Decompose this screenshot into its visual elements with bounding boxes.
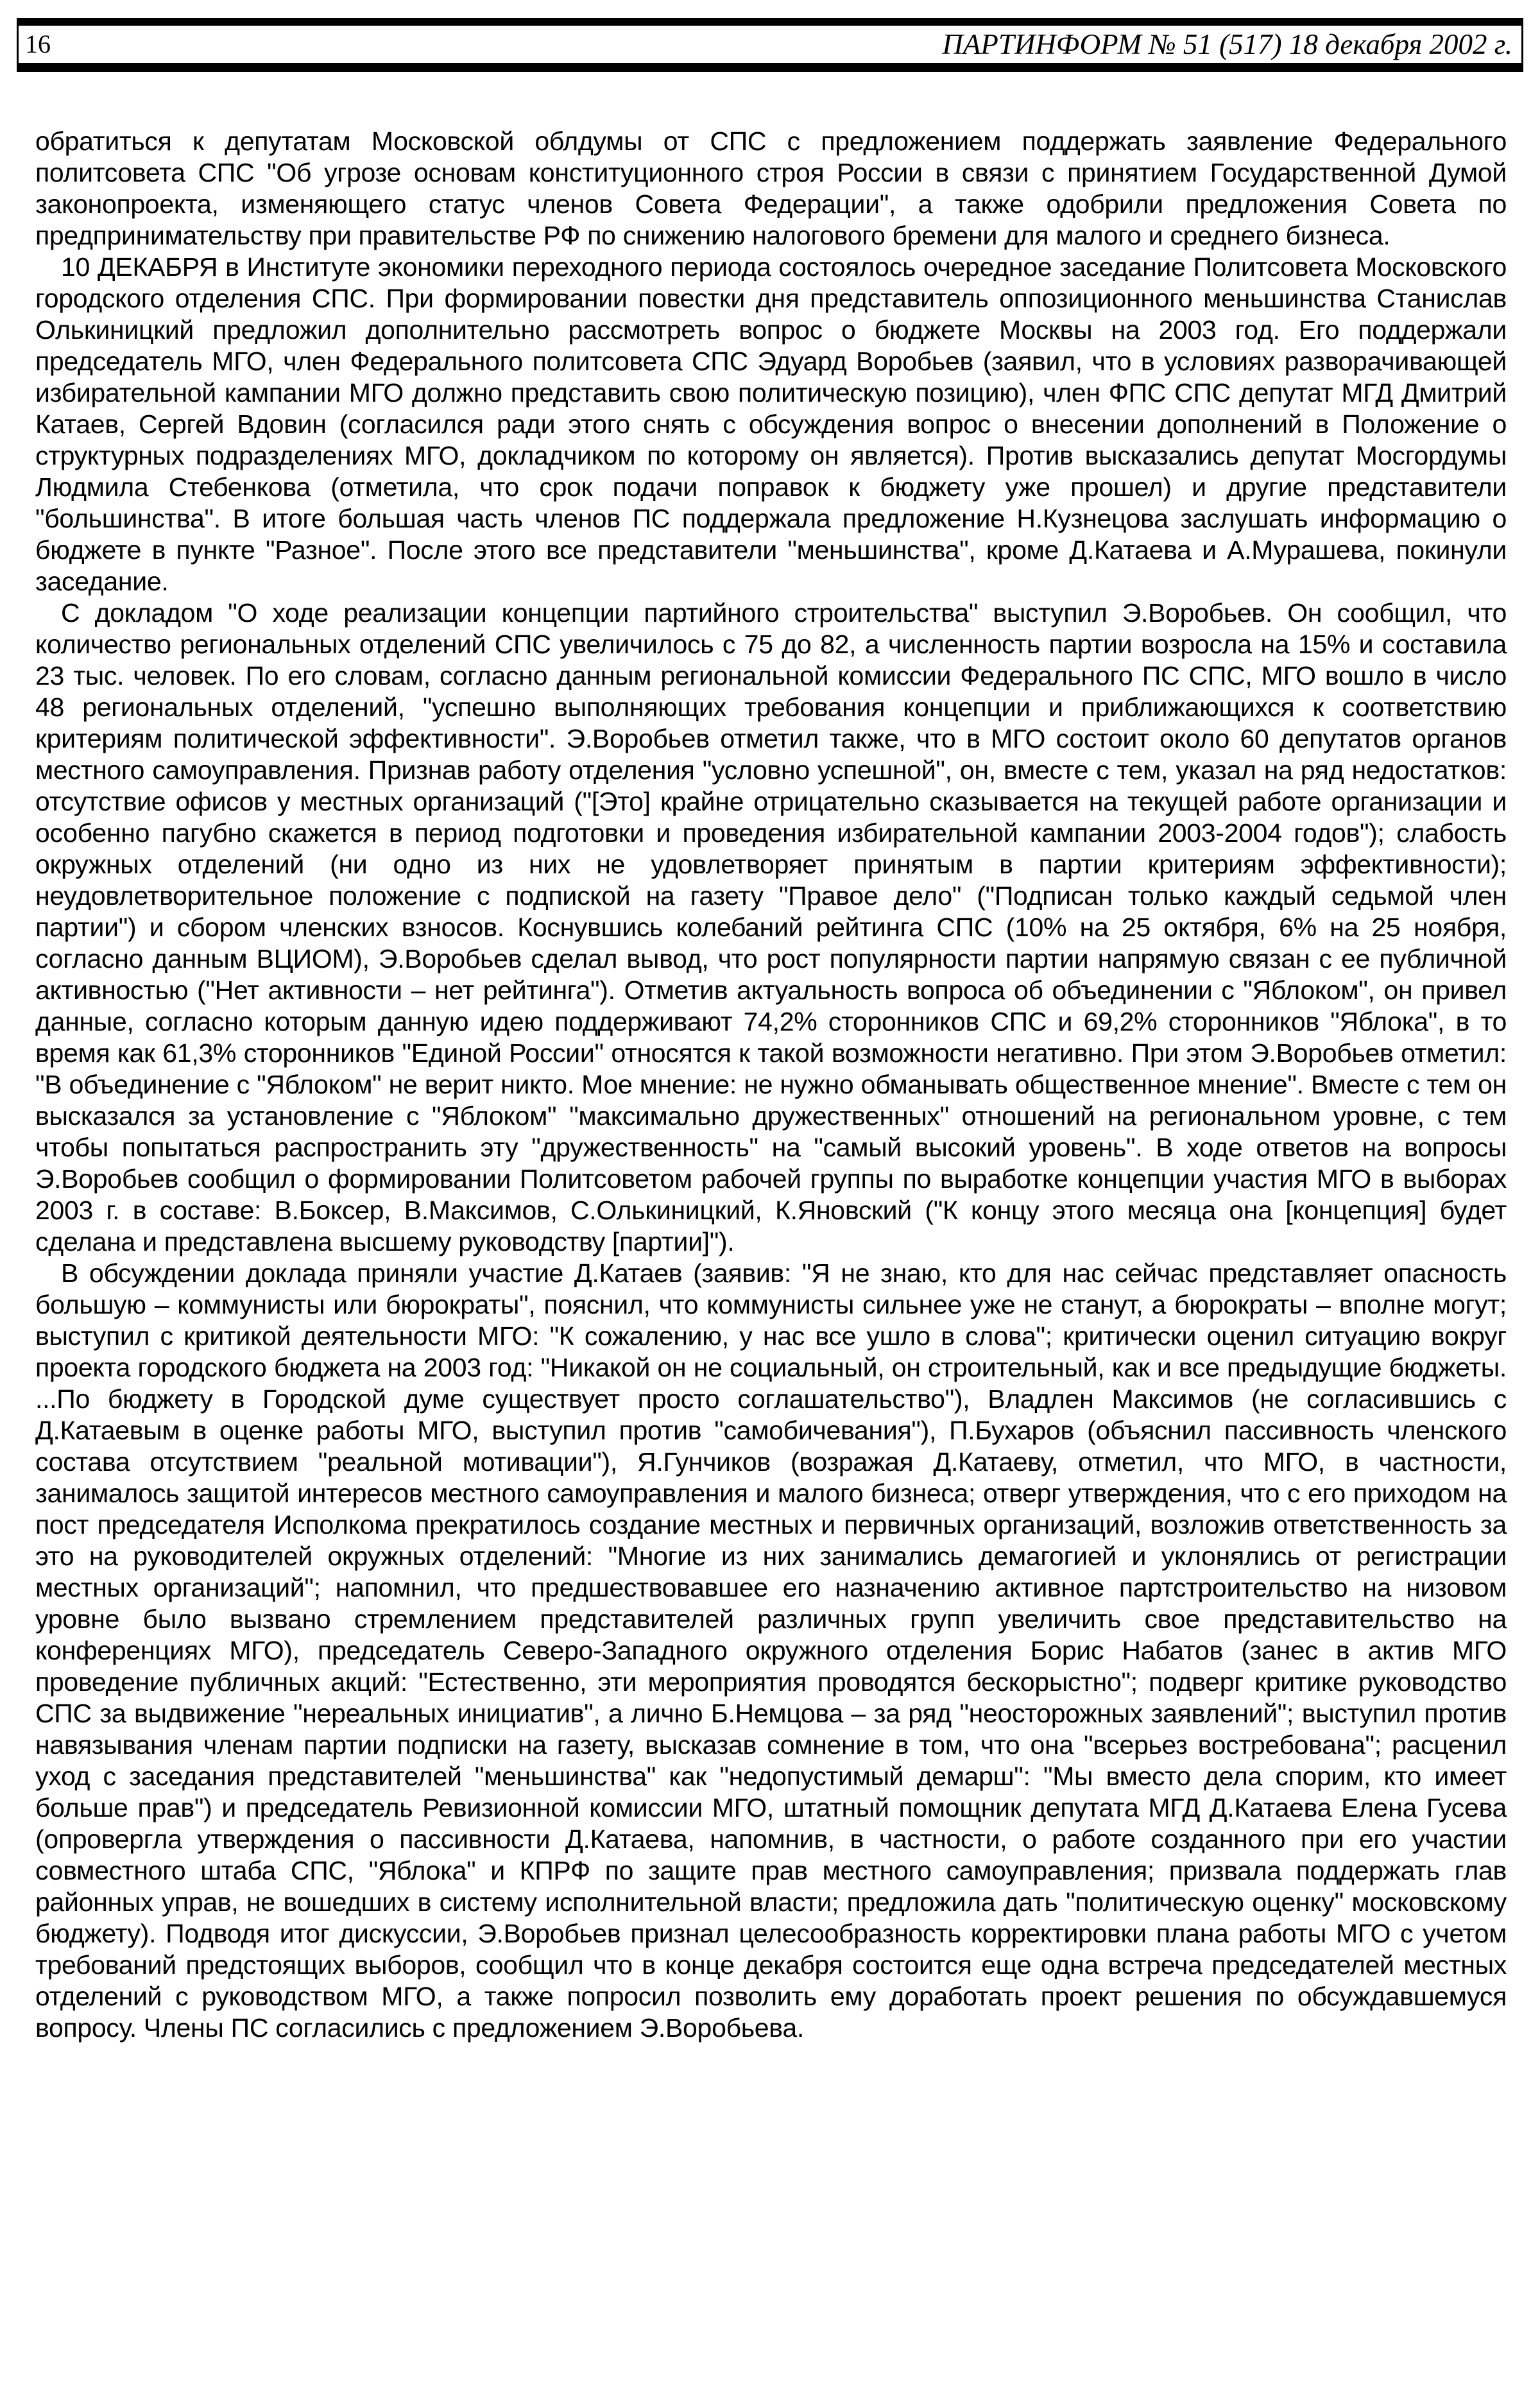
document-page (0, 18, 1540, 2400)
article-paragraph: 10 ДЕКАБРЯ в Институте экономики переходного периода состоялось очередное заседание Политсовета Московского городского отделения СПС. При формировании повестки дня представитель оппозиционного меньшинства Станислав Олькиницкий предложил дополнительно рассмотреть вопрос о бюджете Москвы на 2003 год. Его поддержали председатель МГО, член Федерального политсовета СПС Эдуард Воробьев (заявил, что в условиях разворачивающей избирательной кампании МГО должно представить свою политическую позицию), член ФПС СПС депутат МГД Дмитрий Катаев, Сергей Вдовин (согласился ради этого снять с обсуждения вопрос о внесении дополнений в Положение о структурных подразделениях МГО, докладчиком по которому он является). Против высказались депутат Мосгордумы Людмила Стебенкова (отметила, что срок подачи поправок к бюджету уже прошел) и другие представители "большинства". В итоге большая часть членов ПС поддержала предложение Н.Кузнецова заслушать информацию о бюджете в пункте "Разное". После этого все представители "меньшинства", кроме Д.Катаева и А.Мурашева, покинули заседание. (35, 252, 1507, 596)
article-paragraph: обратиться к депутатам Московской облдумы от СПС с предложением поддержать заявление Федерального политсовета СПС "Об угрозе основам конституционного строя России в связи с принятием Государственной Думой законопроекта, изменяющего статус членов Совета Федерации", а также одобрили предложения Совета по предпринимательству при правительстве РФ по снижению налогового бремени для малого и среднего бизнеса. (35, 126, 1507, 250)
page-header (17, 18, 1523, 72)
article-paragraph: В обсуждении доклада приняли участие Д.Катаев (заявив: "Я не знаю, кто для нас сейчас представляет опасность большую – коммунисты или бюрократы", пояснил, что коммунисты сильнее уже не станут, а бюрократы – вполне могут; выступил с критикой деятельности МГО: "К сожалению, у нас все ушло в слова"; критически оценил ситуацию вокруг проекта городского бюджета на 2003 год: "Никакой он не социальный, он строительный, как и все предыдущие бюджеты. ...По бюджету в Городской думе существует просто соглашательство"), Владлен Максимов (не согласившись с Д.Катаевым в оценке работы МГО, выступил против "самобичевания"), П.Бухаров (объяснил пассивность членского состава отсутствием "реальной мотивации"), Я.Гунчиков (возражая Д.Катаеву, отметил, что МГО, в частности, занималось защитой интересов местного самоуправления и малого бизнеса; отверг утверждения, что с его приходом на пост председателя Исполкома прекратилось создание местных и первичных организаций, возложив ответственность за это на руководителей окружных отделений: "Многие из них занимались демагогией и уклонялись от регистрации местных организаций"; напомнил, что предшествовавшее его назначению активное партстроительство на низовом уровне было вызвано стремлением представителей различных групп увеличить свое представительство на конференциях МГО), председатель Северо-Западного окружного отделения Борис Набатов (занес в актив МГО проведение публичных акций: "Естественно, эти мероприятия проводятся бескорыстно"; подверг критике руководство СПС за выдвижение "нереальных инициатив", а лично Б.Немцова – за ряд "неосторожных заявлений"; выступил против навязывания членам партии подписки на газету, высказав сомнение в том, что она "всерьез востребована"; расценил уход с заседания представителей "меньшинства" как "недопустимый демарш": "Мы вместо дела спорим, кто имеет больше прав") и председатель Ревизионной комиссии МГО, штатный помощник депутата МГД Д.Катаева Елена Гусева (опровергла утверждения о пассивности Д.Катаева, напомнив, в частности, о работе созданного при его участии совместного штаба СПС, "Яблока" и КПРФ по защите прав местного самоуправления; призвала поддержать глав районных управ, не вошедших в систему исполнительной власти; предложила дать "политическую оценку" московскому бюджету). Подводя итог дискуссии, Э.Воробьев признал целесообразность корректировки плана работы МГО с учетом требований предстоящих выборов, сообщил что в конце декабря состоится еще одна встреча председателей местных отделений с руководством МГО, а также попросил позволить ему доработать проект решения по обсуждавшемуся вопросу. Члены ПС согласились с предложением Э.Воробьева. (35, 1258, 1507, 2043)
article-body (35, 126, 1507, 2044)
newsletter-title: ПАРТИНФОРМ № 51 (517) 18 декабря 2002 г. (942, 28, 1512, 60)
page-number: 16 (25, 30, 51, 58)
article-paragraph: С докладом "О ходе реализации концепции партийного строительства" выступил Э.Воробьев. Он сообщил, что количество региональных отделений СПС увеличилось с 75 до 82, а численность партии возросла на 15% и составила 23 тыс. человек. По его словам, согласно данным региональной комиссии Федерального ПС СПС, МГО вошло в число 48 региональных отделений, "успешно выполняющих требования концепции и приближающихся к соответствию критериям политической эффективности". Э.Воробьев отметил также, что в МГО состоит около 60 депутатов органов местного самоуправления. Признав работу отделения "условно успешной", он, вместе с тем, указал на ряд недостатков: отсутствие офисов у местных организаций ("[Это] крайне отрицательно сказывается на текущей работе организации и особенно пагубно скажется в период подготовки и проведения избирательной кампании 2003-2004 годов"); слабость окружных отделений (ни одно из них не удовлетворяет принятым в партии критериям эффективности); неудовлетворительное положение с подпиской на газету "Правое дело" ("Подписан только каждый седьмой член партии") и сбором членских взносов. Коснувшись колебаний рейтинга СПС (10% на 25 октября, 6% на 25 ноября, согласно данным ВЦИОМ), Э.Воробьев сделал вывод, что рост популярности партии напрямую связан с ее публичной активностью ("Нет активности – нет рейтинга"). Отметив актуальность вопроса об объединении с "Яблоком", он привел данные, согласно которым данную идею поддерживают 74,2% сторонников СПС и 69,2% сторонников "Яблока", в то время как 61,3% сторонников "Единой России" относятся к такой возможности негативно. При этом Э.Воробьев отметил: "В объединение с "Яблоком" не верит никто. Мое мнение: не нужно обманывать общественное мнение". Вместе с тем он высказался за установление с "Яблоком" "максимально дружественных" отношений на региональном уровне, с тем чтобы попытаться распространить эту "дружественность" на "самый высокий уровень". В ходе ответов на вопросы Э.Воробьев сообщил о формировании Политсоветом рабочей группы по выработке концепции участия МГО в выборах 2003 г. в составе: В.Боксер, В.Максимов, С.Олькиницкий, К.Яновский ("К концу этого месяца она [концепция] будет сделана и представлена высшему руководству [партии]"). (35, 598, 1507, 1256)
